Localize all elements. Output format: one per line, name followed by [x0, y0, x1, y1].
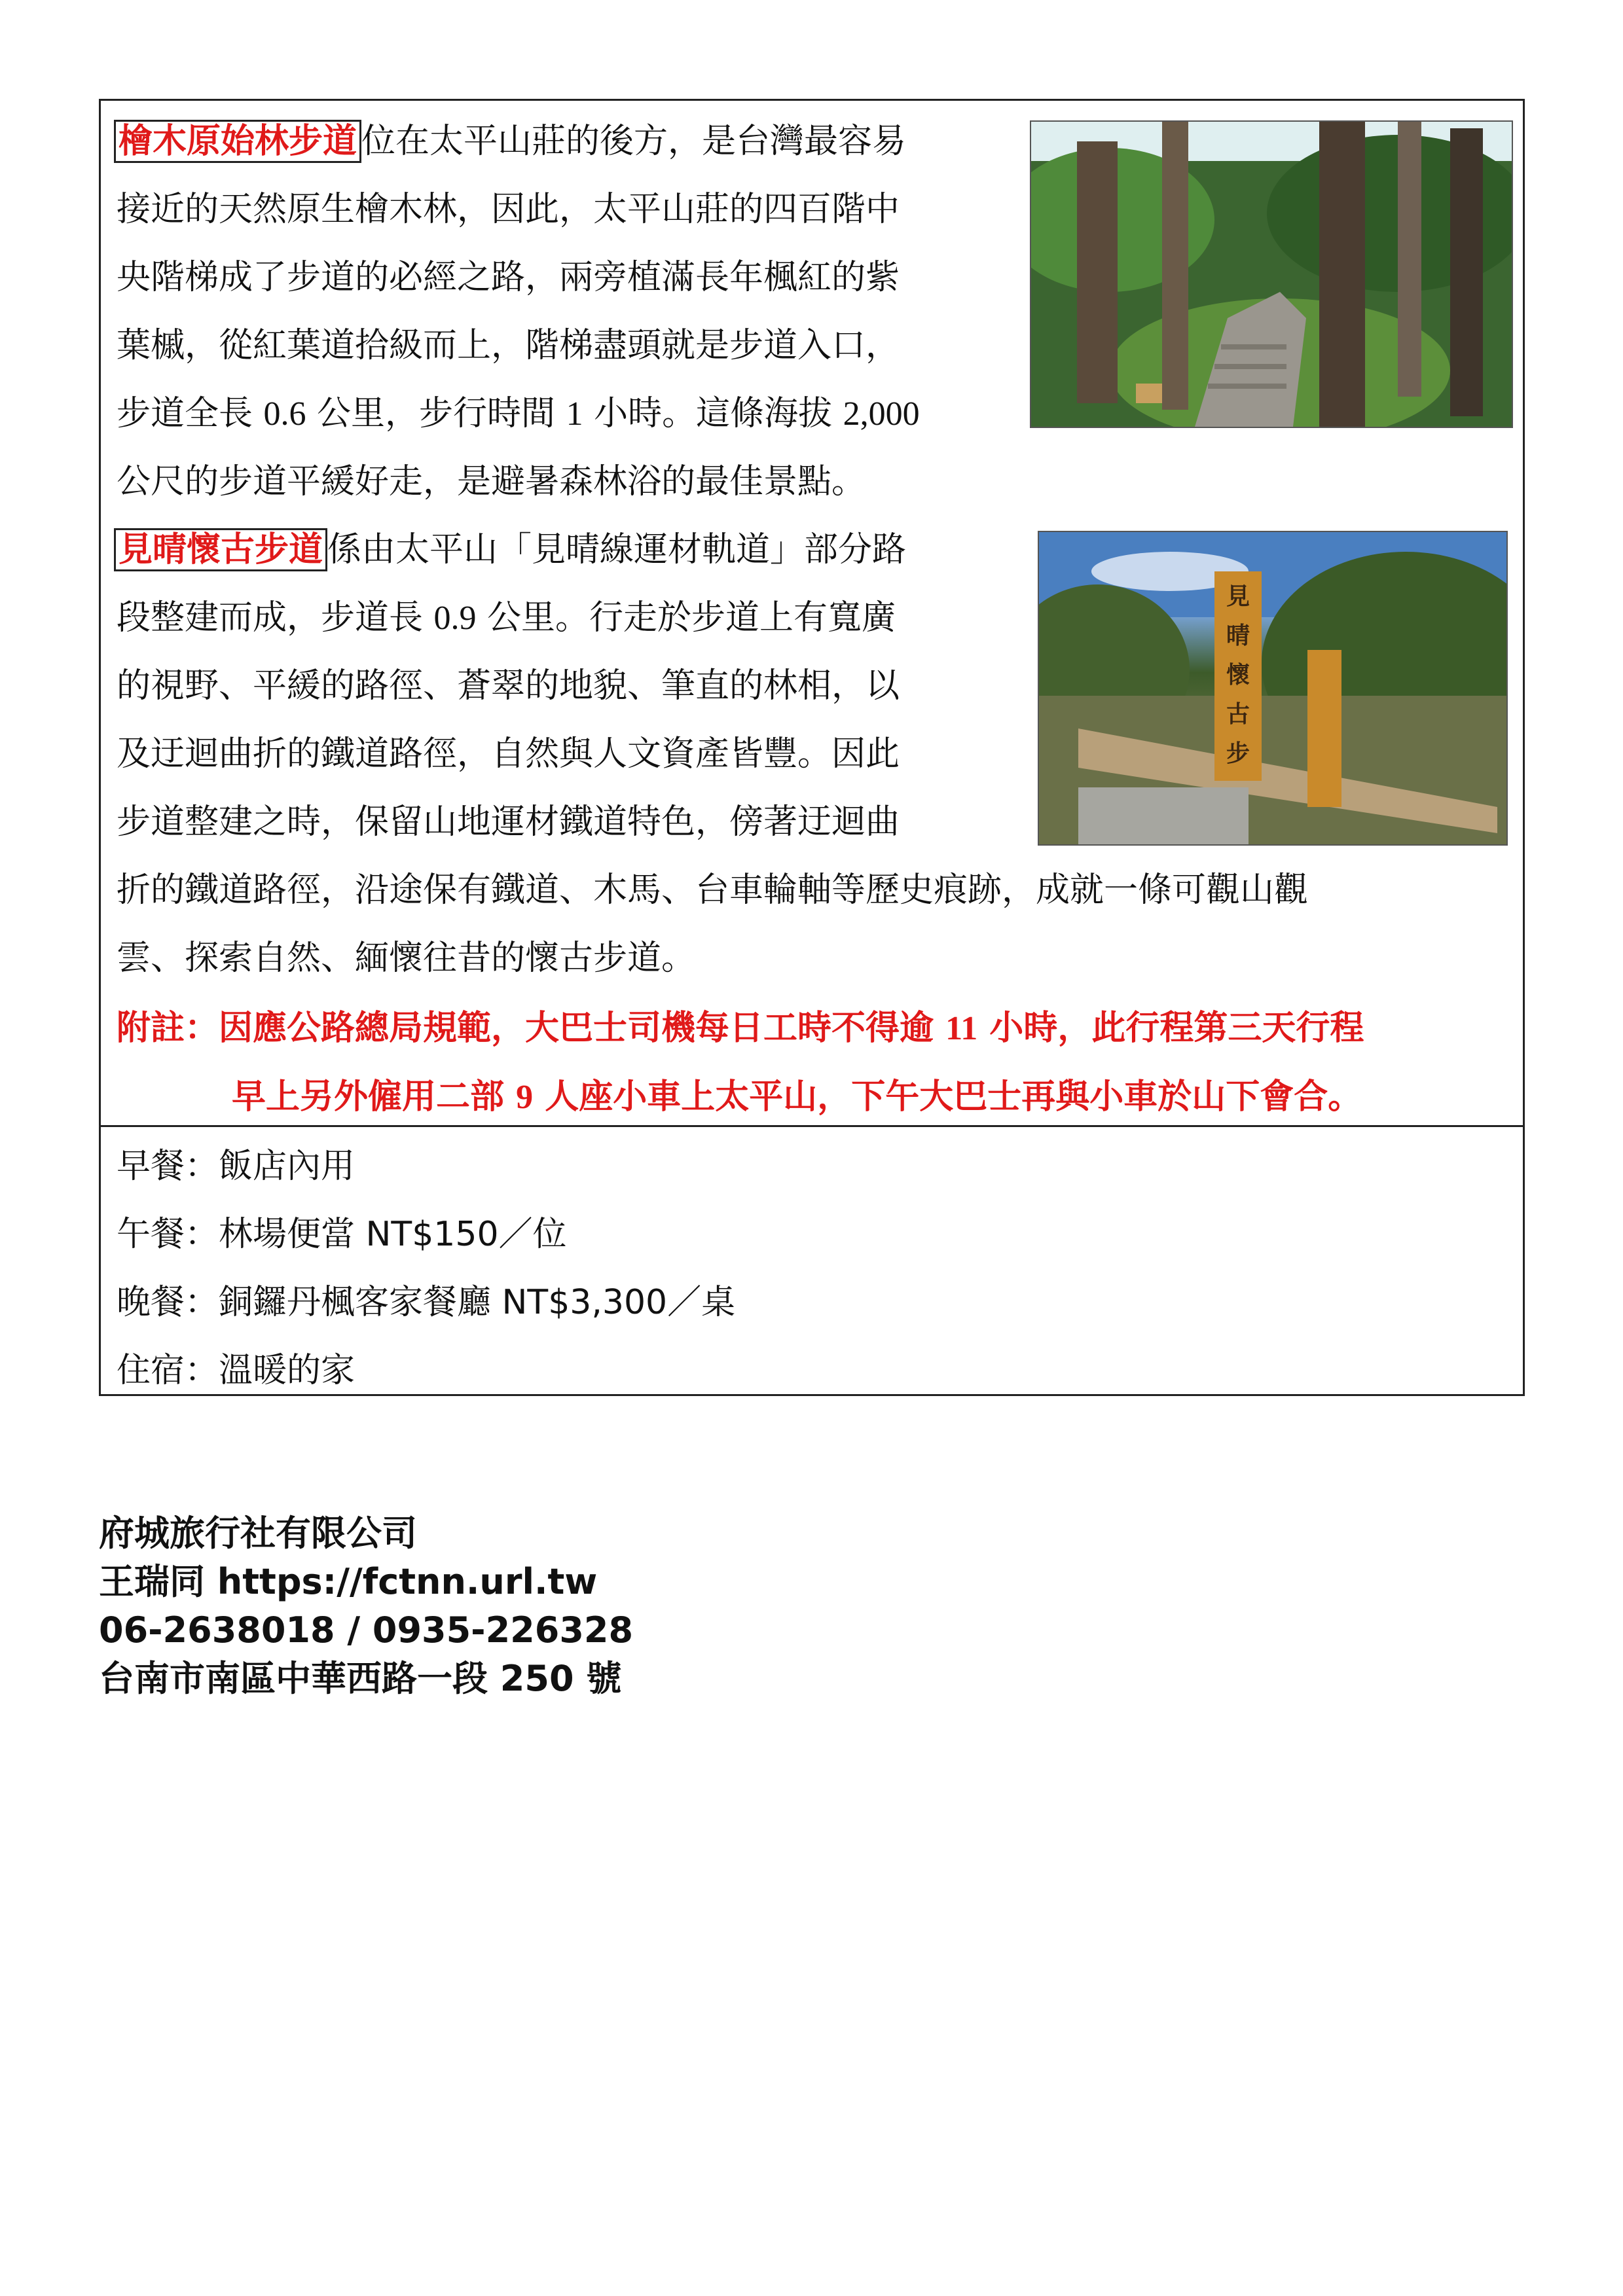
- phone-line: 06-2638018 / 0935-226328: [99, 1609, 634, 1651]
- cypress-forest-photo: [1030, 120, 1513, 428]
- meals-and-lodging: [117, 1132, 735, 1405]
- driver-hours-note: 附註：因應公路總局規範，大巴士司機每日工時不得逾 11 小時，此行程第三天行程 早上另外僱用二部 9 人座小車上太平山，下午大巴士再與小車於山下會合。: [117, 1009, 1364, 1117]
- breakfast-info: 早餐：飯店內用: [117, 1147, 356, 1186]
- dinner-info: 晚餐：銅鑼丹楓客家餐廳 NT$3,300／桌: [117, 1283, 736, 1322]
- lodging-info: 住宿：溫暖的家: [117, 1351, 356, 1390]
- jianqing-trail-title: 見晴懷古步道: [114, 528, 327, 571]
- company-footer: [99, 1509, 633, 1703]
- signpost-illustration: [1039, 532, 1506, 844]
- table-row-divider: [101, 1125, 1523, 1127]
- signpost-char-5: 步: [1226, 740, 1250, 767]
- address-line: 台南市南區中華西路一段 250 號: [99, 1658, 622, 1699]
- cypress-forest-illustration: [1031, 122, 1512, 427]
- signpost-char-2: 晴: [1226, 622, 1250, 649]
- itinerary-table: [99, 99, 1525, 1396]
- jianqing-trail-paragraph: 見晴懷古步道 係由太平山「見晴線運材軌道」部分路 段整建而成，步道長 0.9 公里。行走於步道上有寬廣 的視野、平緩的路徑、蒼翠的地貌、筆直的林相，以 及迂迴曲折的鐵道路徑，自然與人文資產皆豐。因此 步道整建之時，保留山地運材鐵道特色，傍著迂迴曲 折的鐵道路徑，沿途保有鐵道、木馬、台車輪軸等歷史痕跡，成就一條可觀山觀 雲、探索自然、緬懷往昔的懷古步道。: [117, 516, 1308, 992]
- signpost-char-1: 見: [1226, 583, 1250, 610]
- cypress-trail-paragraph: 檜木原始林步道 位在太平山莊的後方，是台灣最容易 接近的天然原生檜木林，因此，太平山莊的四百階中 央階梯成了步道的必經之路，兩旁植滿長年楓紅的紫 葉槭，從紅葉道拾級而上，階梯盡頭就是步道入口， 步道全長 0.6 公里，步行時間 1 小時。這條海拔 2,000 公尺的步道平緩好走，是避暑森林浴的最佳景點。: [117, 107, 920, 516]
- signpost-char-4: 古: [1226, 700, 1250, 728]
- contact-line: 王瑞同 https://fctnn.url.tw: [99, 1561, 598, 1602]
- cypress-trail-title: 檜木原始林步道: [114, 120, 361, 163]
- jianqing-signpost-photo: [1038, 531, 1508, 846]
- company-name: 府城旅行社有限公司: [99, 1513, 417, 1554]
- signpost-char-3: 懷: [1226, 661, 1250, 689]
- lunch-info: 午餐：林場便當 NT$150／位: [117, 1215, 567, 1254]
